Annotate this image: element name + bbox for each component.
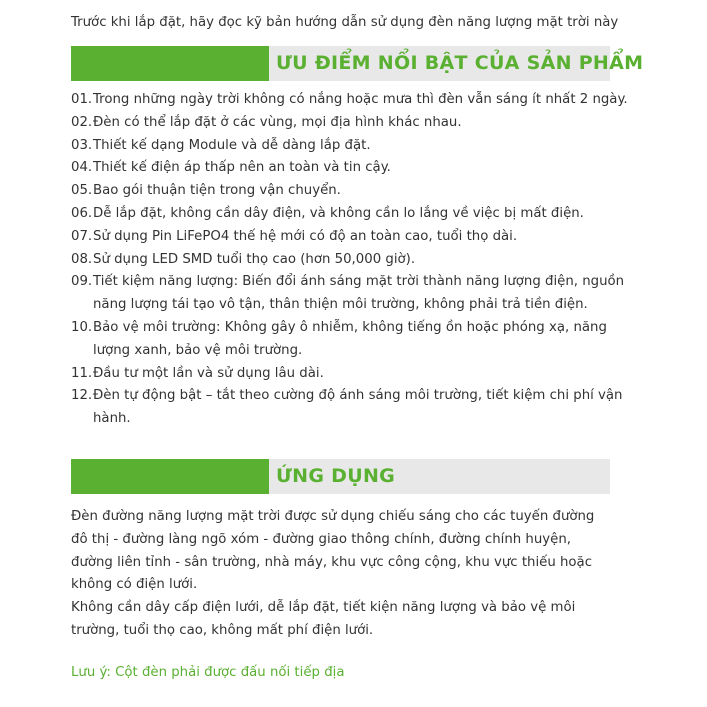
feature-item bbox=[71, 157, 631, 180]
feature-text: Đầu tư một lần và sử dụng lâu dài. bbox=[93, 365, 324, 381]
feature-number: 03. bbox=[71, 137, 93, 153]
feature-text: Tiết kiệm năng lượng: Biến đổi ánh sáng mặt trời thành năng lượng điện, nguồn năng lượng tái tạo vô tận, thân thiện môi trường, không phải trả tiền điện. bbox=[93, 274, 625, 313]
feature-text: Sử dụng Pin LiFePO4 thế hệ mới có độ an toàn cao, tuổi thọ dài. bbox=[93, 228, 518, 244]
feature-text: Sử dụng LED SMD tuổi thọ cao (hơn 50,000 giờ). bbox=[93, 251, 416, 267]
feature-item bbox=[71, 317, 631, 363]
feature-item bbox=[71, 226, 631, 249]
features-heading: ƯU ĐIỂM NỔI BẬT CỦA SẢN PHẨM bbox=[276, 52, 644, 74]
feature-item bbox=[71, 249, 631, 272]
features-list bbox=[71, 89, 631, 431]
feature-number: 10. bbox=[71, 319, 93, 335]
applications-body bbox=[71, 506, 611, 643]
features-banner-accent bbox=[71, 46, 269, 81]
feature-number: 06. bbox=[71, 205, 93, 221]
feature-number: 07. bbox=[71, 228, 93, 244]
feature-item bbox=[71, 112, 631, 135]
features-banner bbox=[71, 46, 644, 81]
feature-text: Thiết kế điện áp thấp nên an toàn và tin cậy. bbox=[93, 160, 391, 176]
feature-text: Trong những ngày trời không có nắng hoặc mưa thì đèn vẫn sáng ít nhất 2 ngày. bbox=[93, 92, 628, 107]
feature-number: 11. bbox=[71, 365, 93, 381]
feature-item bbox=[71, 271, 631, 317]
feature-number: 02. bbox=[71, 114, 93, 130]
applications-banner-accent bbox=[71, 459, 269, 494]
feature-number: 12. bbox=[71, 388, 93, 404]
applications-paragraph: Đèn đường năng lượng mặt trời được sử dụng chiếu sáng cho các tuyến đường đô thị - đường làng ngõ xóm - đường giao thông chính, đường chính huyện, đường liên tỉnh - sân trường, nhà máy, khu vực công cộng, khu vực thiếu hoặc không có điện lưới. bbox=[71, 509, 595, 593]
feature-item bbox=[71, 203, 631, 226]
feature-text: Đèn tự động bật – tắt theo cường độ ánh sáng môi trường, tiết kiệm chi phí vận hành. bbox=[93, 388, 623, 427]
feature-text: Đèn có thể lắp đặt ở các vùng, mọi địa hình khác nhau. bbox=[93, 114, 462, 130]
feature-text: Bao gói thuận tiện trong vận chuyển. bbox=[93, 183, 341, 199]
feature-number: 09. bbox=[71, 274, 93, 290]
feature-number: 08. bbox=[71, 251, 93, 267]
applications-heading: ỨNG DỤNG bbox=[276, 465, 396, 487]
feature-item bbox=[71, 180, 631, 203]
feature-number: 01. bbox=[71, 92, 93, 107]
grounding-note: Lưu ý: Cột đèn phải được đấu nối tiếp địa bbox=[71, 665, 345, 680]
feature-item bbox=[71, 363, 631, 386]
feature-item bbox=[71, 135, 631, 158]
intro-text: Trước khi lắp đặt, hãy đọc kỹ bản hướng dẫn sử dụng đèn năng lượng mặt trời này bbox=[71, 15, 619, 30]
feature-text: Thiết kế dạng Module và dễ dàng lắp đặt. bbox=[93, 137, 371, 153]
applications-banner bbox=[71, 459, 610, 494]
feature-item bbox=[71, 89, 631, 112]
applications-paragraph: Không cần dây cấp điện lưới, dễ lắp đặt, tiết kiện năng lượng và bảo vệ môi trường, tuổi thọ cao, không mất phí điện lưới. bbox=[71, 600, 576, 638]
feature-item bbox=[71, 385, 631, 431]
feature-text: Bảo vệ môi trường: Không gây ô nhiễm, không tiếng ồn hoặc phóng xạ, năng lượng xanh, bảo vệ môi trường. bbox=[93, 319, 607, 358]
feature-text: Dễ lắp đặt, không cần dây điện, và không cần lo lắng về việc bị mất điện. bbox=[93, 205, 584, 221]
feature-number: 04. bbox=[71, 160, 93, 176]
feature-number: 05. bbox=[71, 183, 93, 199]
